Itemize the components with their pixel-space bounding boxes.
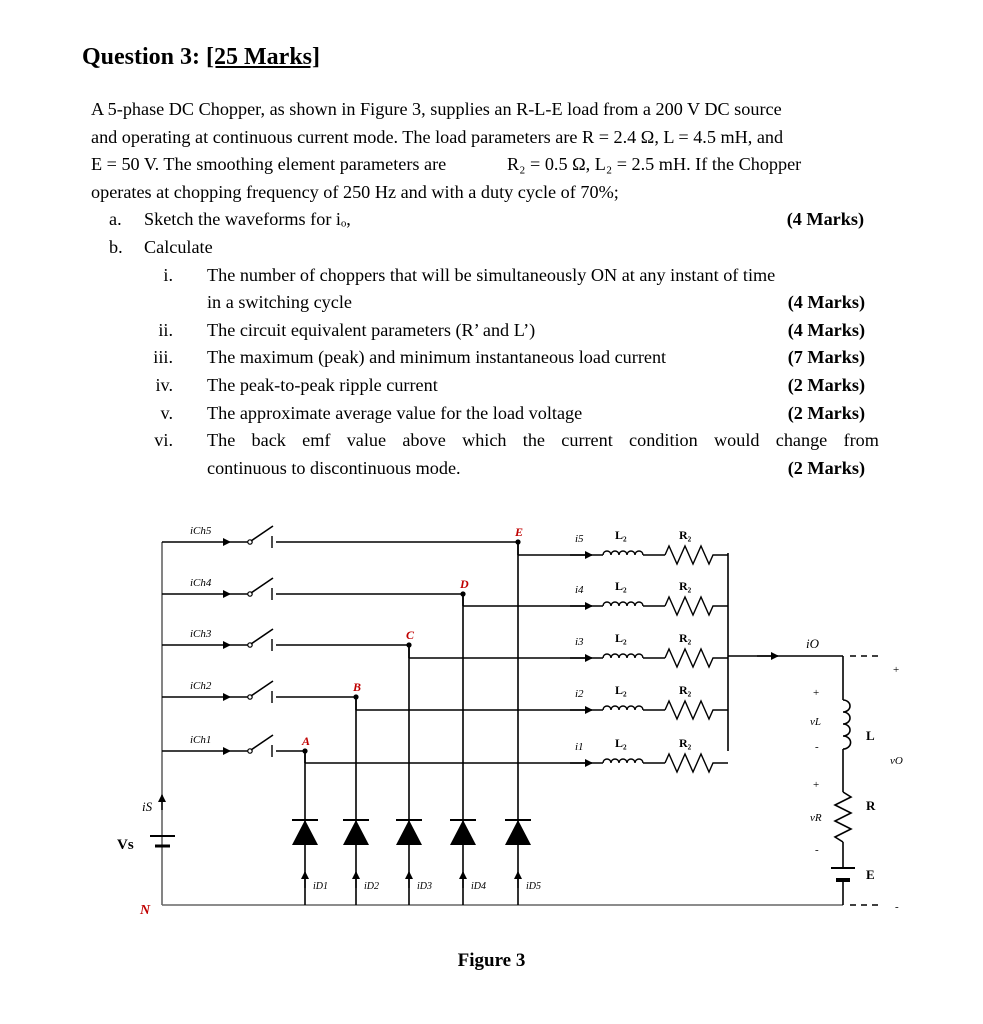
filter-branches bbox=[305, 528, 728, 772]
subpart-vi: vi. The back emf value above which the current condition would change from bbox=[91, 427, 881, 455]
diode-icon bbox=[450, 820, 476, 845]
node-dot-icon bbox=[460, 591, 465, 596]
diode-1 bbox=[292, 734, 328, 905]
node-dot-icon bbox=[353, 694, 358, 699]
chopper-switches bbox=[162, 525, 518, 757]
node-label: D bbox=[460, 577, 469, 591]
subpart-vi-word: value bbox=[346, 430, 387, 451]
freewheel-diodes bbox=[292, 525, 541, 905]
branch-2 bbox=[356, 683, 728, 719]
chopper-5 bbox=[162, 525, 518, 548]
node-dot-icon bbox=[302, 748, 307, 753]
subpart-vi-word: condition bbox=[629, 430, 698, 451]
subpart-vi-word: the bbox=[522, 430, 546, 451]
node-label: E bbox=[515, 525, 524, 539]
branch-inductor-label: L₂ bbox=[615, 528, 627, 542]
load-inductor-label: L bbox=[866, 728, 875, 743]
branch-3 bbox=[409, 631, 728, 667]
branch-inductor-label: L₂ bbox=[615, 683, 627, 697]
intro-line-2: and operating at continuous current mode. The load parameters are R = 2.4 Ω, L = 4.5 mH, and bbox=[91, 126, 784, 147]
subpart-vi-word: The bbox=[207, 430, 236, 451]
branch-4 bbox=[463, 579, 728, 615]
chopper-current-label: iCh4 bbox=[190, 577, 212, 589]
branch-current-label: i4 bbox=[575, 584, 584, 596]
chopper-3 bbox=[162, 628, 409, 651]
question-total-marks: [25 Marks] bbox=[206, 44, 320, 70]
diode-icon bbox=[292, 820, 318, 845]
chopper-current-label: iCh3 bbox=[190, 628, 212, 640]
source-voltage-label: Vs bbox=[117, 837, 134, 853]
branch-inductor-icon bbox=[603, 654, 643, 658]
part-b: b. Calculate bbox=[109, 236, 213, 257]
vo-label: vO bbox=[890, 755, 903, 767]
branch-resistor-label: R₂ bbox=[679, 683, 692, 697]
chopper-2 bbox=[162, 680, 356, 703]
branch-resistor-icon bbox=[665, 701, 728, 719]
vl-minus: - bbox=[815, 741, 819, 753]
branch-inductor-icon bbox=[603, 759, 643, 763]
circuit-wires bbox=[162, 542, 883, 905]
subpart-ii: ii. The circuit equivalent parameters (R’ and L’) (4 Marks) bbox=[158, 319, 865, 340]
chopper-current-label: iCh1 bbox=[190, 734, 212, 746]
branch-inductor-label: L₂ bbox=[615, 579, 627, 593]
branch-resistor-icon bbox=[665, 597, 728, 615]
load-resistor-label: R bbox=[866, 798, 876, 813]
load-emf-label: E bbox=[866, 867, 875, 882]
diode-current-label: iD4 bbox=[471, 881, 486, 892]
output-current-label: iO bbox=[806, 636, 819, 651]
branch-resistor-label: R₂ bbox=[679, 528, 692, 542]
branch-inductor-label: L₂ bbox=[615, 631, 627, 645]
node-label: B bbox=[353, 680, 362, 694]
branch-resistor-label: R₂ bbox=[679, 579, 692, 593]
vr-minus: - bbox=[815, 844, 819, 856]
diode-icon bbox=[396, 820, 422, 845]
branch-resistor-icon bbox=[665, 754, 728, 772]
subpart-vi-word: back bbox=[251, 430, 286, 451]
intro-line-1: A 5-phase DC Chopper, as shown in Figure 3, supplies an R-L-E load from a 200 V DC source bbox=[91, 99, 782, 119]
vl-label: vL bbox=[810, 716, 821, 728]
diode-current-label: iD3 bbox=[417, 881, 432, 892]
vl-plus: + bbox=[813, 687, 820, 699]
load-inductor-icon bbox=[843, 700, 851, 749]
diode-5 bbox=[505, 525, 541, 905]
part-a: a. Sketch the waveforms for iₒ, (4 Marks) bbox=[109, 209, 864, 230]
node-label: C bbox=[406, 628, 415, 642]
switch-blade-icon bbox=[251, 526, 273, 541]
intro-line-3: E = 50 V. The smoothing element parameters are R₂ = 0.5 Ω, L₂ = 2.5 mH. If the Chopper bbox=[91, 154, 802, 175]
branch-inductor-label: L₂ bbox=[615, 736, 627, 750]
switch-blade-icon bbox=[251, 735, 273, 750]
vo-plus: + bbox=[893, 664, 900, 676]
branch-current-label: i2 bbox=[575, 688, 584, 700]
branch-resistor-icon bbox=[665, 649, 728, 667]
subpart-iii: iii. The maximum (peak) and minimum instantaneous load current (7 Marks) bbox=[153, 347, 865, 368]
subpart-vi-word: which bbox=[462, 430, 507, 451]
diode-2 bbox=[343, 680, 379, 905]
subpart-iv: iv. The peak-to-peak ripple current (2 Marks) bbox=[155, 374, 865, 395]
intro-line-4: operates at chopping frequency of 250 Hz and with a duty cycle of 70%; bbox=[91, 181, 619, 202]
node-label: A bbox=[302, 734, 311, 748]
node-dot-icon bbox=[406, 642, 411, 647]
subpart-vi-word: would bbox=[714, 430, 760, 451]
subpart-v: v. The approximate average value for the load voltage (2 Marks) bbox=[160, 402, 865, 423]
figure-caption: Figure 3 bbox=[457, 950, 526, 971]
chopper-1 bbox=[162, 734, 305, 757]
subpart-i-cont: in a switching cycle (4 Marks) bbox=[207, 292, 865, 313]
branch-resistor-label: R₂ bbox=[679, 736, 692, 750]
subpart-i: i. The number of choppers that will be simultaneously ON at any instant of time bbox=[163, 264, 776, 285]
diode-current-label: iD1 bbox=[313, 881, 328, 892]
branch-5 bbox=[518, 528, 728, 564]
chopper-current-label: iCh2 bbox=[190, 680, 212, 692]
branch-resistor-label: R₂ bbox=[679, 631, 692, 645]
diode-4 bbox=[450, 577, 486, 905]
chopper-4 bbox=[162, 577, 463, 600]
ground-node-label: N bbox=[140, 903, 151, 918]
diode-icon bbox=[343, 820, 369, 845]
subpart-vi-word: emf bbox=[302, 430, 331, 451]
vr-plus: + bbox=[813, 779, 820, 791]
diode-3 bbox=[396, 628, 432, 905]
node-dot-icon bbox=[515, 539, 520, 544]
branch-current-label: i5 bbox=[575, 533, 584, 545]
load-resistor-icon bbox=[835, 792, 851, 842]
switch-blade-icon bbox=[251, 681, 273, 696]
chopper-current-label: iCh5 bbox=[190, 525, 212, 537]
subpart-vi-word: current bbox=[561, 430, 613, 451]
question-label: Question 3: bbox=[82, 44, 201, 70]
rle-load bbox=[757, 636, 903, 913]
dc-source bbox=[117, 795, 175, 918]
branch-current-label: i3 bbox=[575, 636, 584, 648]
switch-blade-icon bbox=[251, 578, 273, 593]
switch-blade-icon bbox=[251, 629, 273, 644]
branch-inductor-icon bbox=[603, 602, 643, 606]
vo-minus: - bbox=[895, 901, 899, 913]
vr-label: vR bbox=[810, 812, 822, 824]
subpart-vi-word: change bbox=[775, 430, 828, 451]
subpart-vi-cont: continuous to discontinuous mode. (2 Marks) bbox=[207, 457, 865, 478]
subpart-vi-word: above bbox=[402, 430, 446, 451]
branch-resistor-icon bbox=[665, 546, 728, 564]
subpart-vi-word: from bbox=[843, 430, 879, 451]
branch-inductor-icon bbox=[603, 551, 643, 555]
branch-current-label: i1 bbox=[575, 741, 584, 753]
branch-inductor-icon bbox=[603, 706, 643, 710]
diode-current-label: iD2 bbox=[364, 881, 379, 892]
source-current-label: iS bbox=[142, 799, 153, 814]
diode-icon bbox=[505, 820, 531, 845]
branch-1 bbox=[305, 736, 728, 772]
diode-current-label: iD5 bbox=[526, 881, 541, 892]
